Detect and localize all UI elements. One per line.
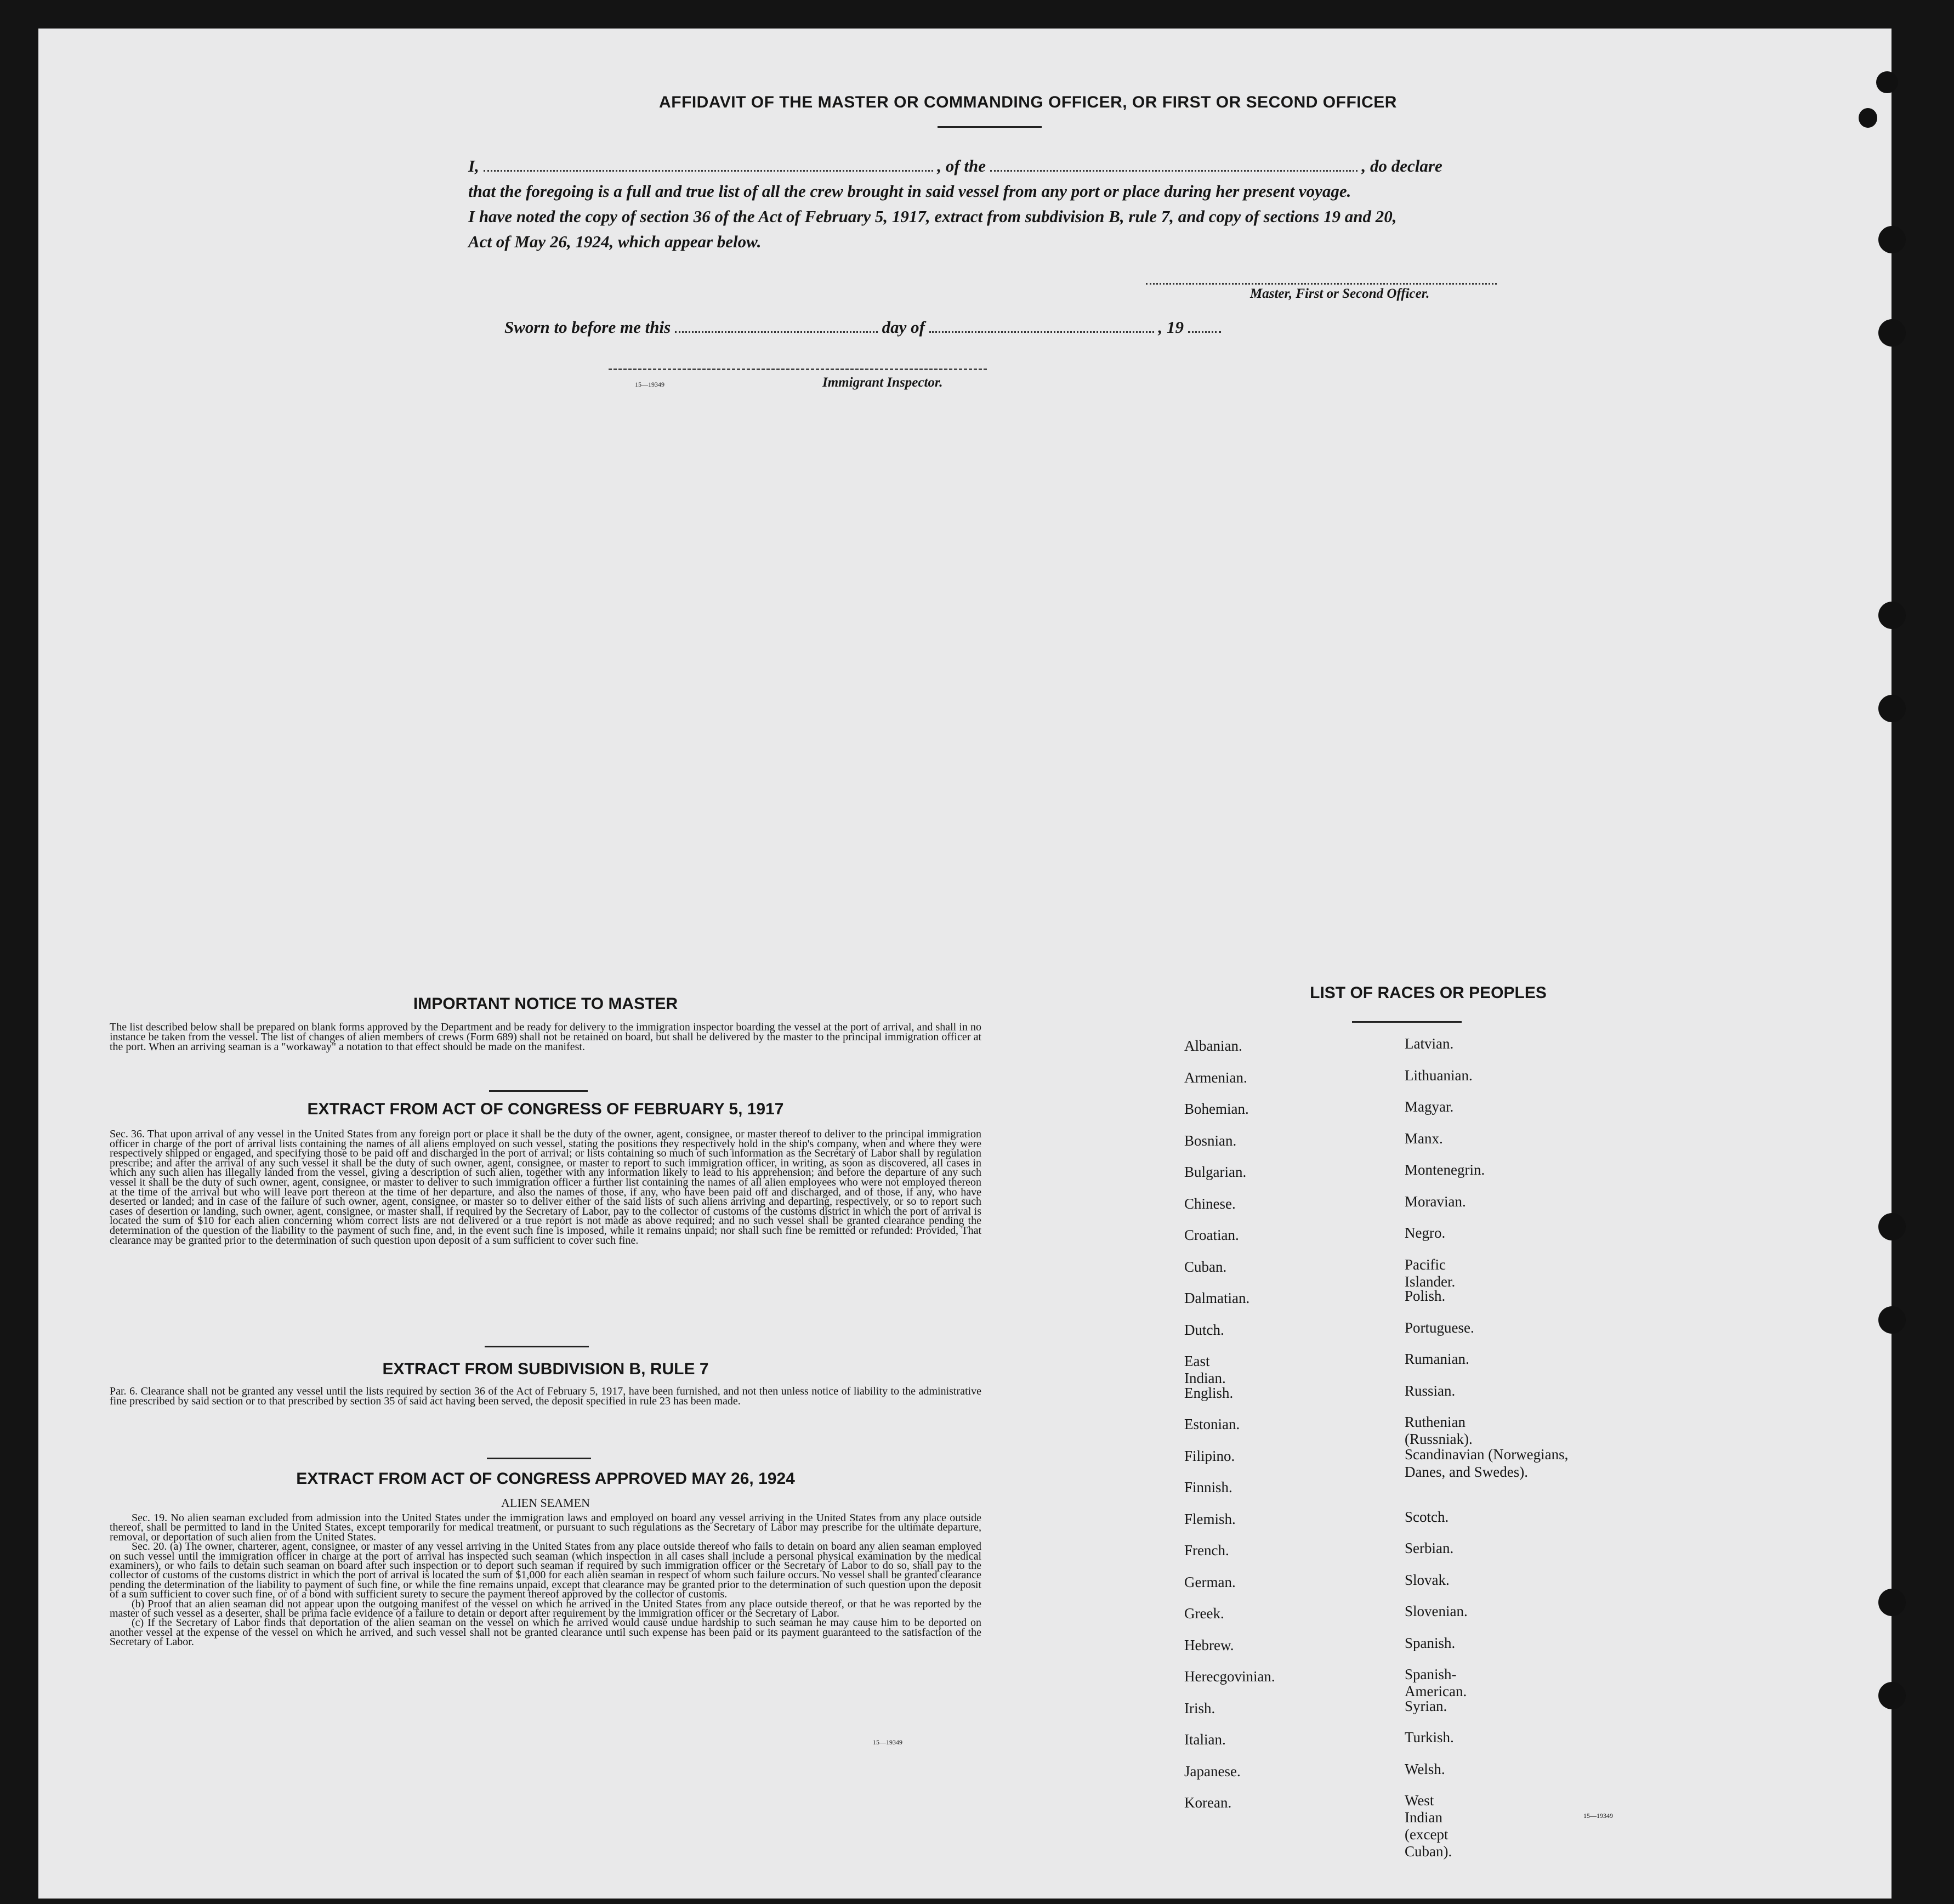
sworn-month-field[interactable]: [929, 331, 1154, 333]
race-item: Estonian.: [1184, 1416, 1240, 1432]
punch-hole: [1878, 602, 1906, 629]
vessel-prefix: , of the: [937, 156, 986, 175]
punch-hole: [1878, 1213, 1906, 1240]
race-item: Cuban.: [1184, 1258, 1227, 1275]
declarant-prefix: I,: [468, 156, 479, 175]
declaration-line-1: [468, 154, 1576, 179]
punch-hole: [1878, 1682, 1906, 1709]
section-20c: (c) If the Secretary of Labor finds that deportation of the alien seaman on the vessel on which he arrived would cause undue hardship to such seaman he may cause him to be deported on another vessel at the expense of the vessel on which he arrived, and such vessel shall not be granted clearance until such expense has been paid or its payment guaranteed to the satisfaction of the Secretary of Labor.: [110, 1617, 981, 1648]
race-item: Spanish-American.: [1405, 1666, 1467, 1699]
notice-title: IMPORTANT NOTICE TO MASTER: [413, 995, 678, 1013]
section-20a: Sec. 20. (a) The owner, charterer, agent, consignee, or master of any vessel arriving in the United States from any place outside thereof who fails to detain on board any alien seaman employed on such vessel until the immigration officer in charge at the port of arrival has inspected such seaman (which inspection in all cases shall include a personal physical examination by the medical examiners), or who fails to detain such seaman on board after such inspection or to deport such seaman if required by such immigration officer or the Secretary of Labor to do so, shall pay to the collector of customs of the customs district in which the port of arrival is located the sum of $1,000 for each alien seaman in respect of whom such failure occurs. No vessel shall be granted clearance pending the determination of the liability to payment of such fine, or while the fine remains unpaid, except that clearance may be granted prior to the determination of such question upon the deposit of a sum sufficient to cover such fine, or of a bond with sufficient surety to secure the payment thereof approved by the collector of customs.: [110, 1540, 981, 1601]
punch-hole: [1876, 71, 1898, 93]
punch-hole: [1878, 1306, 1906, 1334]
declaration-block: [468, 154, 1576, 254]
race-item: Bulgarian.: [1184, 1164, 1247, 1180]
race-item: Portuguese.: [1405, 1319, 1474, 1336]
document-page: [38, 29, 1891, 1899]
race-item: Negro.: [1405, 1225, 1446, 1241]
punch-hole: [1859, 108, 1877, 128]
race-item: Welsh.: [1405, 1760, 1445, 1777]
section-divider: [485, 1346, 589, 1347]
title-underline: [938, 126, 1042, 128]
race-item: Dalmatian.: [1184, 1290, 1250, 1306]
inspector-signature-line[interactable]: [609, 369, 987, 370]
race-item: Ruthenian (Russniak).: [1405, 1414, 1473, 1447]
punch-hole: [1878, 319, 1906, 347]
section-20b: (b) Proof that an alien seaman did not appear upon the outgoing manifest of the vessel on which he arrived in the United States from any place outside thereof, or that he was reported by the master of such vessel as a deserter, shall be prima facie evidence of a failure to detain or deport after requirement by the immigration officer or the Secretary of Labor.: [110, 1597, 981, 1620]
sworn-prefix: Sworn to before me this: [504, 318, 671, 337]
extract-1924-title: EXTRACT FROM ACT OF CONGRESS APPROVED MAY 26, 1924: [296, 1470, 795, 1488]
race-item: Slovenian.: [1405, 1603, 1468, 1619]
extract-1924-subtitle: ALIEN SEAMEN: [501, 1496, 590, 1510]
punch-hole: [1878, 1589, 1906, 1616]
year-prefix: , 19: [1158, 318, 1184, 337]
races-form-number: 15—19349: [1583, 1812, 1613, 1820]
declarant-name-field[interactable]: [484, 170, 933, 172]
race-item: Pacific Islander.: [1405, 1256, 1456, 1290]
declaration-line-2: that the foregoing is a full and true list of all the crew brought in said vessel from any port or place during her present voyage.: [468, 182, 1351, 201]
race-item: Finnish.: [1184, 1479, 1232, 1495]
master-signature-label: Master, First or Second Officer.: [1250, 286, 1430, 301]
extract-1917-title: EXTRACT FROM ACT OF CONGRESS OF FEBRUARY 5, 1917: [307, 1100, 784, 1118]
race-item: Albanian.: [1184, 1038, 1242, 1054]
race-item: Magyar.: [1405, 1098, 1454, 1115]
race-item: Rumanian.: [1405, 1351, 1469, 1367]
race-item: Spanish.: [1405, 1634, 1456, 1651]
race-item: Hebrew.: [1184, 1636, 1234, 1653]
races-title-underline: [1352, 1021, 1462, 1023]
race-item: Herecgovinian.: [1184, 1668, 1275, 1685]
affidavit-form-number: 15—19349: [635, 381, 664, 388]
race-item: Lithuanian.: [1405, 1067, 1473, 1084]
race-item: Turkish.: [1405, 1729, 1454, 1746]
race-item: German.: [1184, 1573, 1236, 1590]
race-item: Korean.: [1184, 1794, 1232, 1811]
race-item: Scotch.: [1405, 1508, 1449, 1525]
race-item: Filipino.: [1184, 1447, 1235, 1464]
race-item: Irish.: [1184, 1699, 1215, 1716]
race-item: Bosnian.: [1184, 1132, 1237, 1149]
race-item: Serbian.: [1405, 1540, 1454, 1556]
race-item: Greek.: [1184, 1605, 1224, 1622]
race-item: West Indian (except Cuban).: [1405, 1792, 1452, 1860]
sworn-year-field[interactable]: [1188, 331, 1221, 333]
race-item: Moravian.: [1405, 1193, 1466, 1210]
vessel-name-field[interactable]: [990, 170, 1357, 172]
race-item: Polish.: [1405, 1288, 1446, 1304]
extract-1917-body: Sec. 36. That upon arrival of any vessel in the United States from any foreign port or place it shall be the duty of the owner, agent, consignee, or master thereof to deliver to the principal immigration officer in charge of the port of arrival lists containing the names of all aliens employed on such vessel, stating the positions they respectively hold in the ship's company, when and where they were respectively shipped or engaged, and specifying those to be paid off and discharged in the port of arrival; or lists containing so much of such information as the Secretary of Labor shall by regulation prescribe; and after the arrival of any such vessel it shall be the duty of such owner, agent, consignee, or master to report to such immigration officer, in writing, as soon as discovered, all cases in which any such alien has illegally landed from the vessel, giving a description of such alien, together with any information likely to lead to his apprehension; and before the departure of any such vessel it shall be the duty of such owner, agent, consignee, or master to deliver to such immigration officer a further list containing the names of all alien employees who were not employed thereon at the time of the arrival but who will leave port thereon at the time of her departure, and also the names of those, if any, who have been paid off and discharged, and of those, if any, who have deserted or landed; and in case of the failure of such owner, agent, consignee, or master so to deliver either of the said lists of such aliens arriving and departing, respectively, or so to report such cases of desertion or landing, such owner, agent, consignee, or master shall, if required by the Secretary of Labor, pay to the collector of customs of the customs district in which the port of arrival is located the sum of $10 for each alien concerning whom correct lists are not delivered or a true report is not made as above required; and no such vessel shall be granted clearance pending the determination of the question of the liability to the payment of such fine, and, in the event such fine is imposed, while it remains unpaid; nor shall such fine be remitted or refunded: Provided, That clearance may be granted prior to the determination of such question upon deposit of a sum sufficient to cover such fine.: [110, 1128, 981, 1246]
punch-hole: [1878, 226, 1906, 253]
race-item: Bohemian.: [1184, 1101, 1249, 1117]
extract-1924-body: [110, 1514, 981, 1647]
race-item: Chinese.: [1184, 1195, 1236, 1212]
races-title: LIST OF RACES OR PEOPLES: [1310, 984, 1547, 1002]
race-item: English.: [1184, 1384, 1234, 1401]
race-item: Croatian.: [1184, 1227, 1239, 1243]
race-item: Japanese.: [1184, 1763, 1241, 1780]
extract-form-number: 15—19349: [873, 1738, 902, 1746]
race-item: Latvian.: [1405, 1035, 1454, 1052]
section-divider: [489, 1090, 588, 1092]
race-item: Dutch.: [1184, 1321, 1224, 1338]
race-item: Manx.: [1405, 1130, 1443, 1147]
declare-text: , do declare: [1361, 156, 1442, 175]
rule7-title: EXTRACT FROM SUBDIVISION B, RULE 7: [382, 1360, 709, 1378]
race-item: Armenian.: [1184, 1069, 1247, 1086]
race-item: Scandinavian (Norwegians, Danes, and Swedes).: [1405, 1446, 1569, 1480]
sworn-line: [504, 315, 1382, 340]
inspector-label: Immigrant Inspector.: [822, 375, 943, 390]
section-divider: [487, 1458, 591, 1459]
race-item: Italian.: [1184, 1731, 1226, 1748]
section-19: Sec. 19. No alien seaman excluded from admission into the United States under the immigration laws and employed on board any vessel arriving in the United States from any place outside thereof, shall be permitted to land in the United States, except temporarily for medical treatment, or pursuant to such regulations as the Secretary of Labor may prescribe for the ultimate departure, removal, or deportation of such alien from the United States.: [110, 1512, 981, 1543]
sworn-day-field[interactable]: [675, 331, 878, 333]
declaration-line-4: Act of May 26, 1924, which appear below.: [468, 232, 762, 251]
race-item: French.: [1184, 1542, 1229, 1559]
race-item: Flemish.: [1184, 1510, 1236, 1527]
declaration-line-3: I have noted the copy of section 36 of the Act of February 5, 1917, extract from subdivision B, rule 7, and copy of sections 19 and 20,: [468, 207, 1397, 226]
master-signature-line[interactable]: [1146, 283, 1497, 285]
day-of-text: day of: [882, 318, 925, 337]
affidavit-title: AFFIDAVIT OF THE MASTER OR COMMANDING OFFICER, OR FIRST OR SECOND OFFICER: [659, 93, 1397, 111]
notice-body: The list described below shall be prepared on blank forms approved by the Department and be ready for delivery to the immigration inspector boarding the vessel at the port of arrival, and shall in no instance be taken from the vessel. The list of changes of alien members of crews (Form 689) shall not be retained on board, but shall be delivered by the master to the principal immigration officer at the port. When an arriving seaman is a "workaway" a notation to that effect should be made on the manifest.: [110, 1021, 981, 1053]
race-item: Syrian.: [1405, 1697, 1447, 1714]
race-item: Montenegrin.: [1405, 1161, 1485, 1178]
rule7-body: Par. 6. Clearance shall not be granted any vessel until the lists required by section 36 of the Act of February 5, 1917, have been furnished, and not then unless notice of liability to the administrative fine prescribed by said section or to that prescribed by section 35 of said act having been served, the deposit specified in rule 23 has been made.: [110, 1385, 981, 1407]
race-item: East Indian.: [1184, 1353, 1226, 1386]
punch-hole: [1878, 695, 1906, 722]
race-item: Slovak.: [1405, 1571, 1450, 1588]
race-item: Russian.: [1405, 1382, 1456, 1399]
